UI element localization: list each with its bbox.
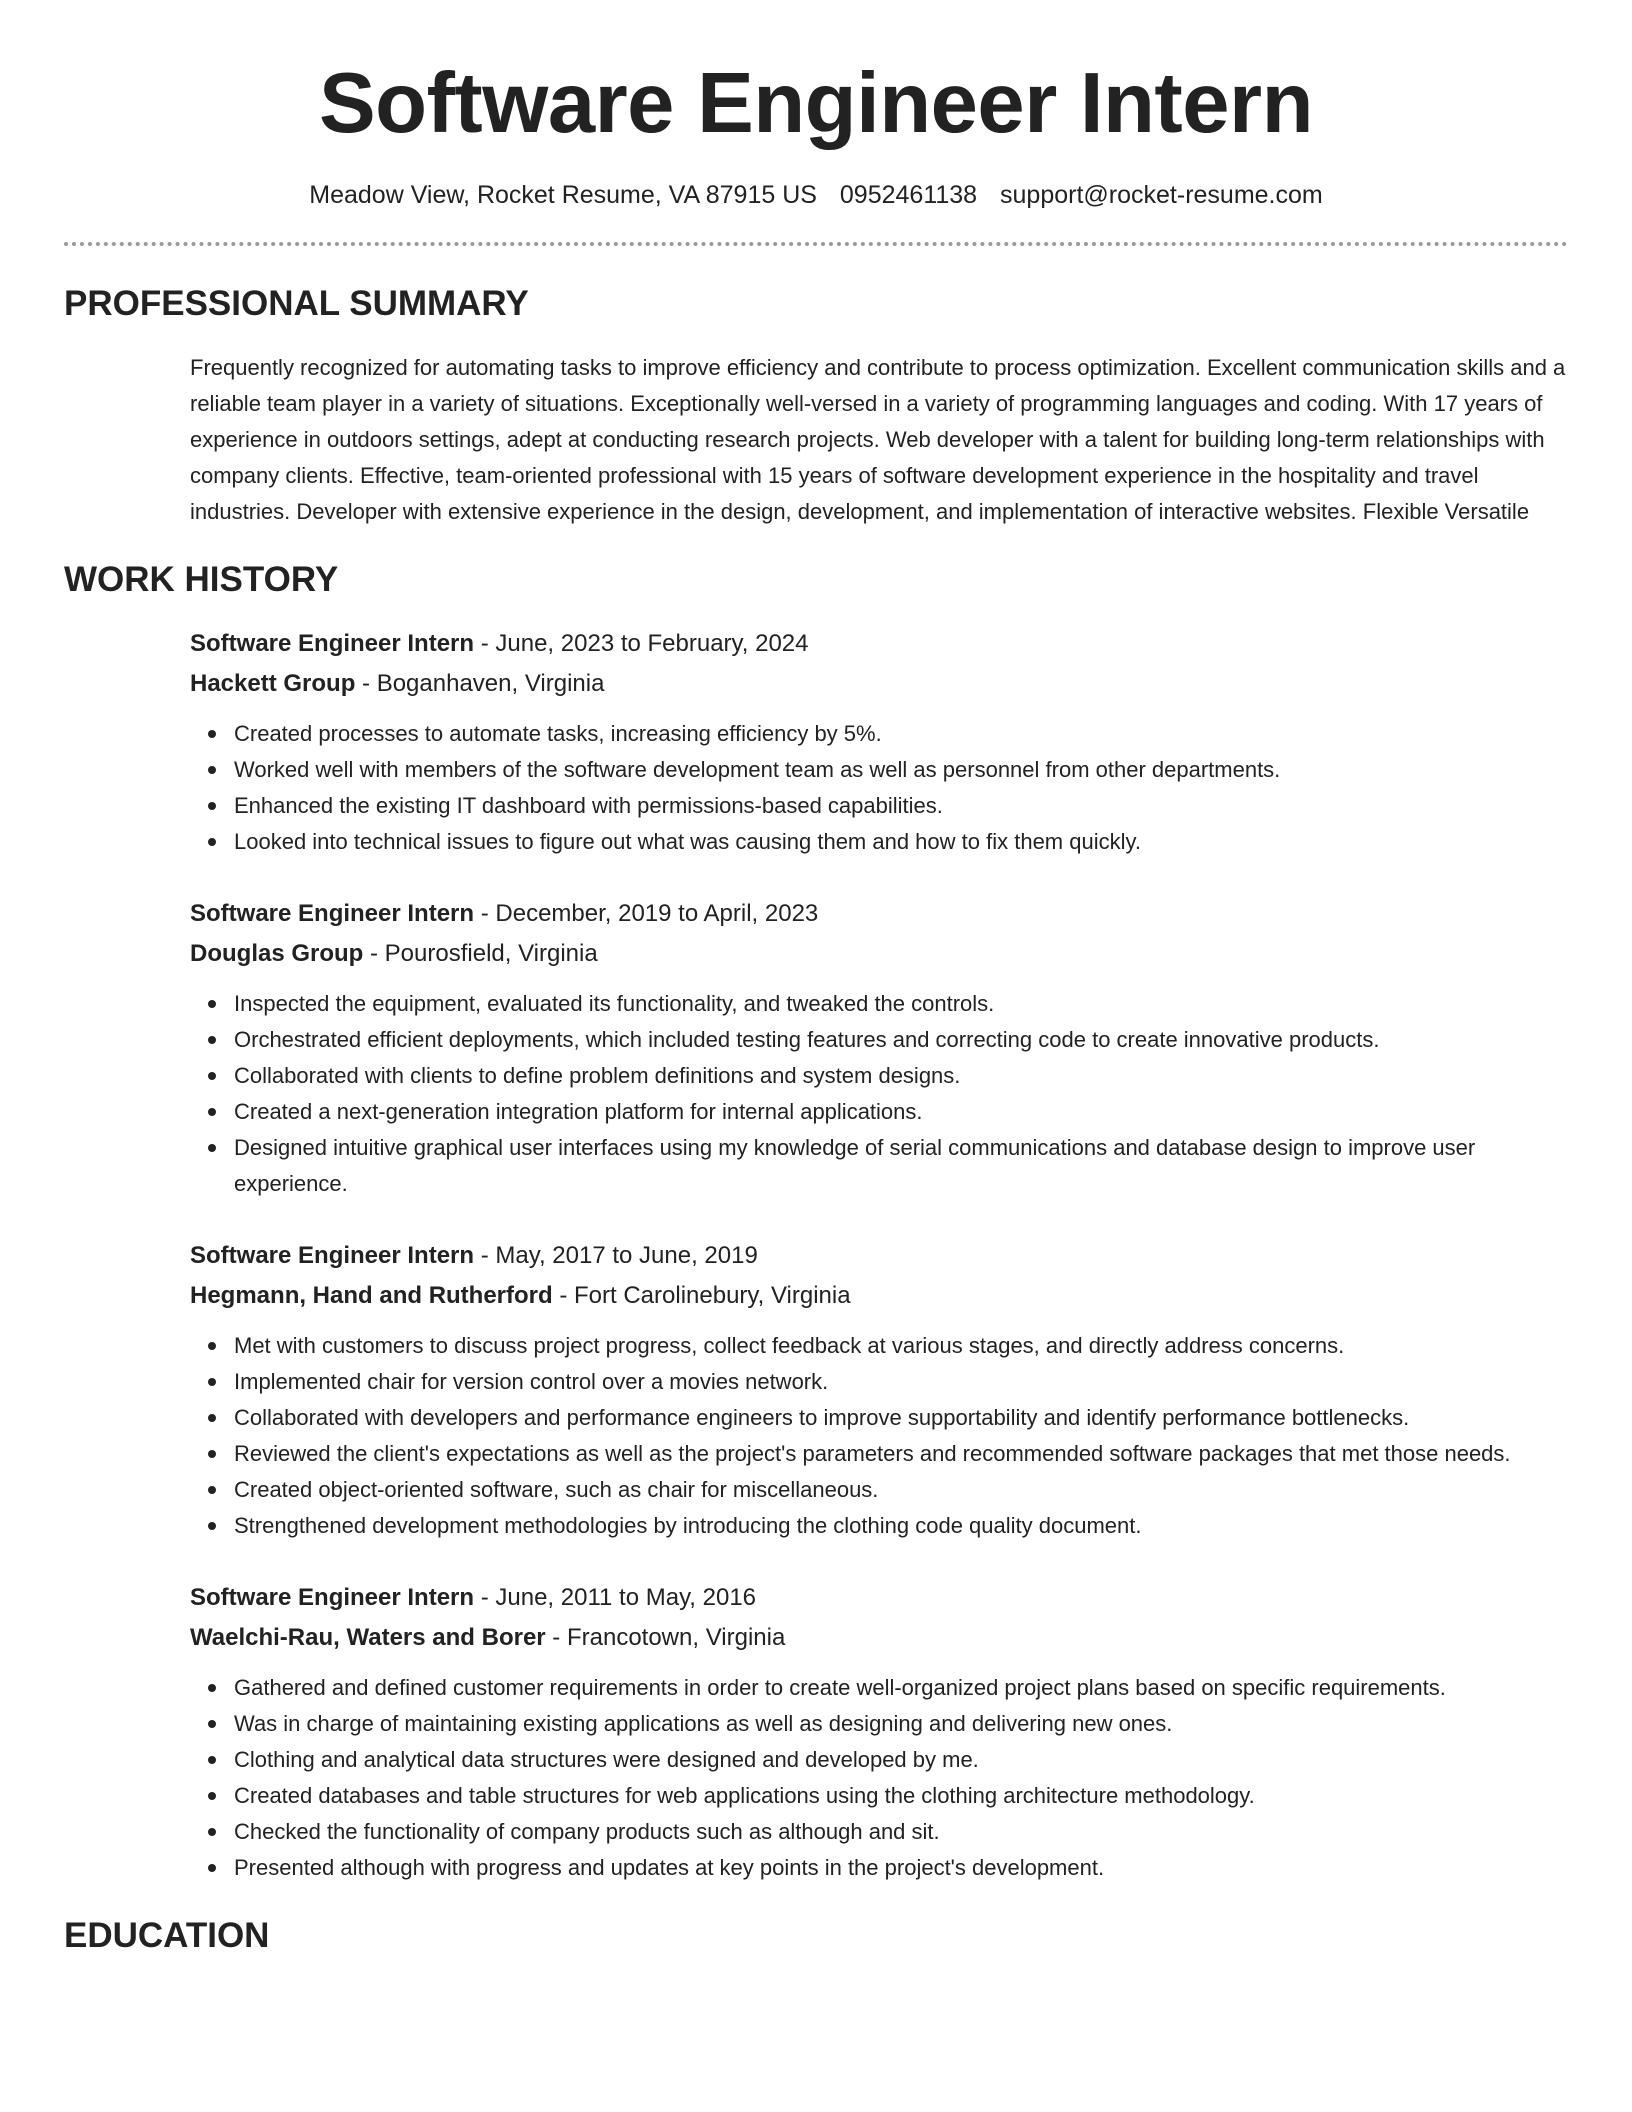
job-entry	[190, 1236, 1568, 1544]
job-bullet: Met with customers to discuss project progress, collect feedback at various stages, and directly address concerns.	[234, 1328, 1568, 1364]
job-company-line	[190, 664, 1568, 704]
section-title-summary: PROFESSIONAL SUMMARY	[64, 284, 529, 323]
job-dates: - June, 2011 to May, 2016	[474, 1584, 757, 1611]
job-bullet: Clothing and analytical data structures were designed and developed by me.	[234, 1742, 1568, 1778]
job-role-line	[190, 1236, 1568, 1276]
contact-phone: 0952461138	[839, 181, 978, 209]
job-bullet: Strengthened development methodologies by introducing the clothing code quality document.	[234, 1508, 1568, 1544]
job-bullet: Created databases and table structures for web applications using the clothing architecture methodology.	[234, 1778, 1568, 1814]
job-bullet: Looked into technical issues to figure out what was causing them and how to fix them quickly.	[234, 824, 1568, 860]
job-bullet: Created a next-generation integration platform for internal applications.	[234, 1094, 1568, 1130]
job-bullet: Implemented chair for version control over a movies network.	[234, 1364, 1568, 1400]
job-bullet: Orchestrated efficient deployments, which included testing features and correcting code to create innovative products.	[234, 1022, 1568, 1058]
job-role: Software Engineer Intern	[190, 900, 475, 927]
job-bullet-list	[190, 986, 1568, 1202]
job-role-line	[190, 894, 1568, 934]
job-bullet: Collaborated with clients to define problem definitions and system designs.	[234, 1058, 1568, 1094]
section-title-work-history: WORK HISTORY	[64, 560, 339, 599]
job-location: - Fort Carolinebury, Virginia	[552, 1282, 851, 1309]
job-company-line	[190, 1618, 1568, 1658]
job-dates: - June, 2023 to February, 2024	[474, 630, 809, 657]
job-entry	[190, 1578, 1568, 1886]
contact-line	[64, 178, 1568, 212]
job-location: - Pourosfield, Virginia	[363, 940, 598, 967]
job-company-line	[190, 934, 1568, 974]
job-role-line	[190, 624, 1568, 664]
job-bullet: Checked the functionality of company products such as although and sit.	[234, 1814, 1568, 1850]
job-bullet: Enhanced the existing IT dashboard with permissions-based capabilities.	[234, 788, 1568, 824]
job-role: Software Engineer Intern	[190, 1242, 475, 1269]
job-entry	[190, 894, 1568, 1202]
job-bullet: Reviewed the client's expectations as well as the project's parameters and recommended software packages that met those needs.	[234, 1436, 1568, 1472]
job-bullet: Created processes to automate tasks, increasing efficiency by 5%.	[234, 716, 1568, 752]
job-bullet: Presented although with progress and updates at key points in the project's development.	[234, 1850, 1568, 1886]
job-location: - Francotown, Virginia	[545, 1624, 786, 1651]
job-bullet-list	[190, 716, 1568, 860]
job-role: Software Engineer Intern	[190, 1584, 475, 1611]
job-bullet: Designed intuitive graphical user interfaces using my knowledge of serial communications and database design to improve user experience.	[234, 1130, 1568, 1202]
contact-email: support@rocket-resume.com	[1000, 181, 1323, 209]
job-company: Waelchi-Rau, Waters and Borer	[190, 1624, 546, 1651]
job-bullet: Was in charge of maintaining existing applications as well as designing and delivering new ones.	[234, 1706, 1568, 1742]
job-bullet: Inspected the equipment, evaluated its functionality, and tweaked the controls.	[234, 986, 1568, 1022]
resume-page	[64, 0, 1568, 1958]
job-entry	[190, 624, 1568, 860]
section-title-education: EDUCATION	[64, 1916, 270, 1955]
job-company-line	[190, 1276, 1568, 1316]
job-company: Hegmann, Hand and Rutherford	[190, 1282, 553, 1309]
job-role: Software Engineer Intern	[190, 630, 475, 657]
job-bullet-list	[190, 1670, 1568, 1886]
job-bullet-list	[190, 1328, 1568, 1544]
job-dates: - December, 2019 to April, 2023	[474, 900, 819, 927]
summary-text: Frequently recognized for automating tasks to improve efficiency and contribute to process optimization. Excellent communication skills and a reliable team player in a variety of situations. Exceptionally well-versed in a variety of programming languages and coding. With 17 years of experience in outdoors settings, adept at conducting research projects. Web developer with a talent for building long-term relationships with company clients. Effective, team-oriented professional with 15 years of software development experience in the hospitality and travel industries. Developer with extensive experience in the design, development, and implementation of interactive websites. Flexible Versatile	[190, 355, 1566, 524]
job-bullet: Gathered and defined customer requirements in order to create well-organized project plans based on specific requirements.	[234, 1670, 1568, 1706]
job-role-line	[190, 1578, 1568, 1618]
contact-address: Meadow View, Rocket Resume, VA 87915 US	[309, 181, 817, 209]
job-company: Douglas Group	[190, 940, 364, 967]
resume-name-title: Software Engineer Intern	[318, 56, 1313, 151]
header-divider	[64, 242, 1568, 246]
job-bullet: Worked well with members of the software development team as well as personnel from other departments.	[234, 752, 1568, 788]
job-bullet: Collaborated with developers and performance engineers to improve supportability and identify performance bottlenecks.	[234, 1400, 1568, 1436]
job-dates: - May, 2017 to June, 2019	[474, 1242, 758, 1269]
job-company: Hackett Group	[190, 670, 356, 697]
job-bullet: Created object-oriented software, such as chair for miscellaneous.	[234, 1472, 1568, 1508]
job-location: - Boganhaven, Virginia	[355, 670, 605, 697]
